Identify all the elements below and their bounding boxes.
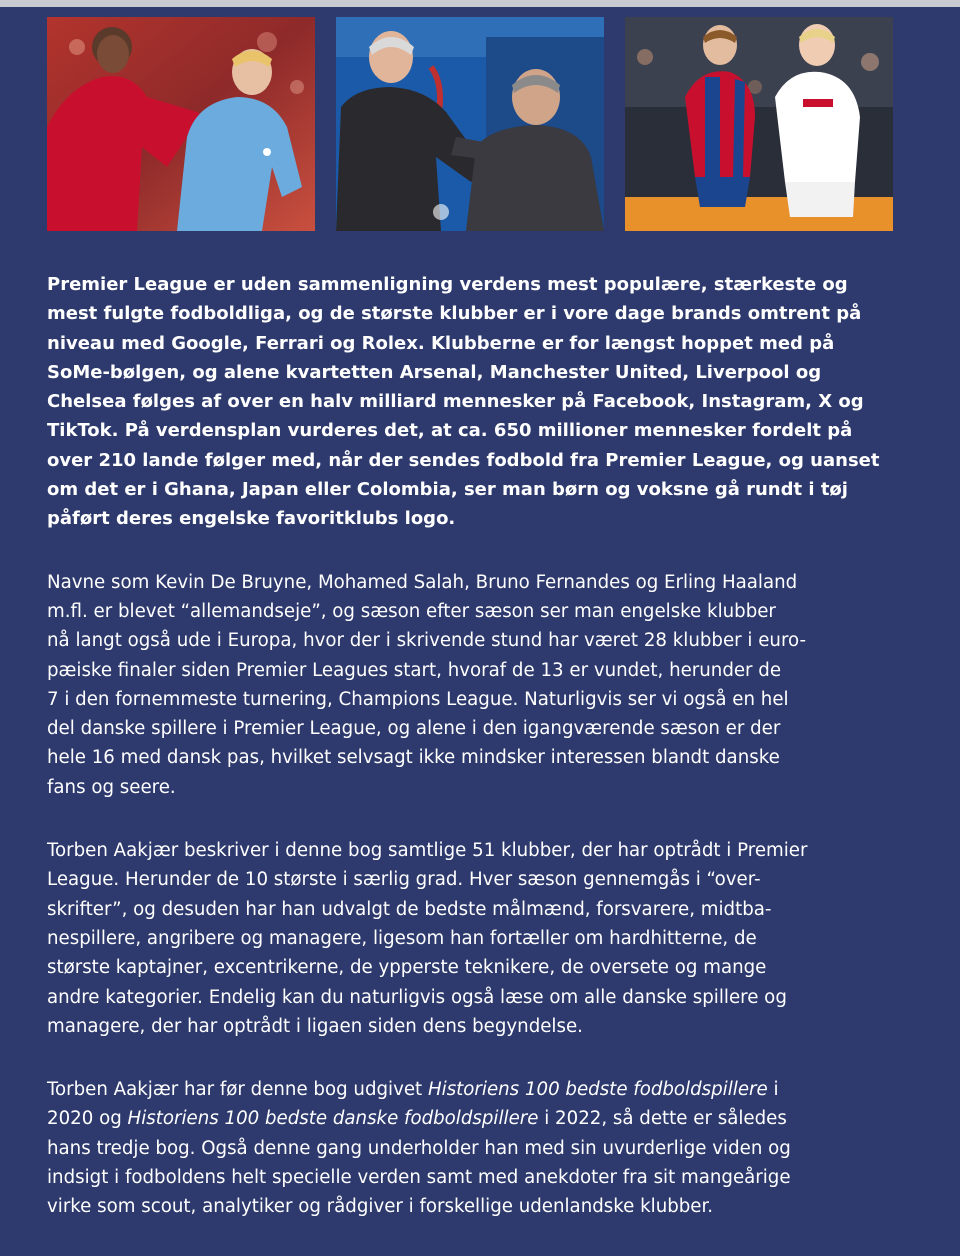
article-body (47, 270, 907, 1256)
text-line: om det er i Ghana, Japan eller Colombia, ser man børn og voksne gå rundt i tøj (47, 479, 848, 501)
text-line: League. Herunder de 10 største i særlig grad. Hver sæson gennemgås i “over- (47, 869, 761, 891)
text-line: andre kategorier. Endelig kan du naturligvis også læse om alle danske spillere og (47, 986, 787, 1008)
text-line: hans tredje bog. Også denne gang underholder han med sin uvurderlige viden og (47, 1137, 791, 1159)
text-line: managere, der har optrådt i ligaen siden dens begyndelse. (47, 1015, 583, 1037)
text-line: nå langt også ude i Europa, hvor der i skrivende stund har været 28 klubber i euro- (47, 630, 807, 652)
article-paragraph-4 (47, 1075, 907, 1221)
text-line: TikTok. På verdensplan vurderes det, at ca. 650 millioner mennesker fordelt på (47, 420, 853, 442)
text-fragment: i 2022, så dette er således (538, 1108, 787, 1130)
text-fragment: 2020 og (47, 1108, 128, 1130)
football-players-duel-photo (47, 17, 315, 231)
text-line: m.fl. er blevet “allemandseje”, og sæson efter sæson ser man engelske klubber (47, 600, 776, 622)
article-lead-paragraph (47, 270, 907, 534)
book-title-2: Historiens 100 bedste danske fodboldspillere (127, 1108, 539, 1130)
text-line: største kaptajner, excentrikerne, de ypperste teknikere, de oversete og mange (47, 957, 767, 979)
text-line: virke som scout, analytiker og rådgiver i forskellige udenlandske klubber. (47, 1196, 714, 1218)
top-border (0, 0, 960, 7)
text-line: påført deres engelske favoritklubs logo. (47, 508, 456, 530)
text-line: hele 16 med dansk pas, hvilket selvsagt ikke mindsker interessen blandt danske (47, 747, 780, 769)
text-line: fans og seere. (47, 776, 176, 798)
text-line: mest fulgte fodboldliga, og de største klubber er i vore dage brands omtrent på (47, 303, 862, 325)
text-line (47, 1075, 907, 1104)
managers-confrontation-photo (336, 17, 604, 231)
text-line: Torben Aakjær beskriver i denne bog samtlige 51 klubber, der har optrådt i Premier (47, 840, 808, 862)
text-line: Navne som Kevin De Bruyne, Mohamed Salah, Bruno Fernandes og Erling Haaland (47, 571, 798, 593)
text-fragment: i (767, 1079, 779, 1101)
text-line: Premier League er uden sammenligning verdens mest populære, stærkeste og (47, 274, 848, 295)
text-line (47, 1104, 907, 1133)
text-line: pæiske finaler siden Premier Leagues start, hvoraf de 13 er vundet, herunder de (47, 659, 782, 681)
text-line: indsigt i fodboldens helt specielle verden samt med anekdoter fra sit mangeårige (47, 1167, 791, 1189)
article-paragraph-3 (47, 836, 907, 1041)
book-title-1: Historiens 100 bedste fodboldspillere (427, 1079, 768, 1101)
photo-strip (47, 17, 893, 231)
text-line: skrifter”, og desuden har han udvalgt de bedste målmænd, forsvarere, midtba- (47, 898, 772, 920)
article-paragraph-2 (47, 568, 907, 802)
text-line: Chelsea følges af over en halv milliard mennesker på Facebook, Instagram, X og (47, 391, 864, 413)
text-line: del danske spillere i Premier League, og alene i den igangværende sæson er der (47, 718, 781, 740)
text-line: nespillere, angribere og managere, ligesom han fortæller om hardhitterne, de (47, 927, 757, 949)
text-fragment: Torben Aakjær har før denne bog udgivet (47, 1079, 428, 1101)
football-players-challenge-photo (625, 17, 893, 231)
text-line: 7 i den fornemmeste turnering, Champions League. Naturligvis ser vi også en hel (47, 688, 789, 710)
text-line: niveau med Google, Ferrari og Rolex. Klubberne er for længst hoppet med på (47, 332, 835, 354)
text-line: SoMe-bølgen, og alene kvartetten Arsenal, Manchester United, Liverpool og (47, 361, 822, 383)
text-line: over 210 lande følger med, når der sendes fodbold fra Premier League, og uanset (47, 449, 880, 471)
